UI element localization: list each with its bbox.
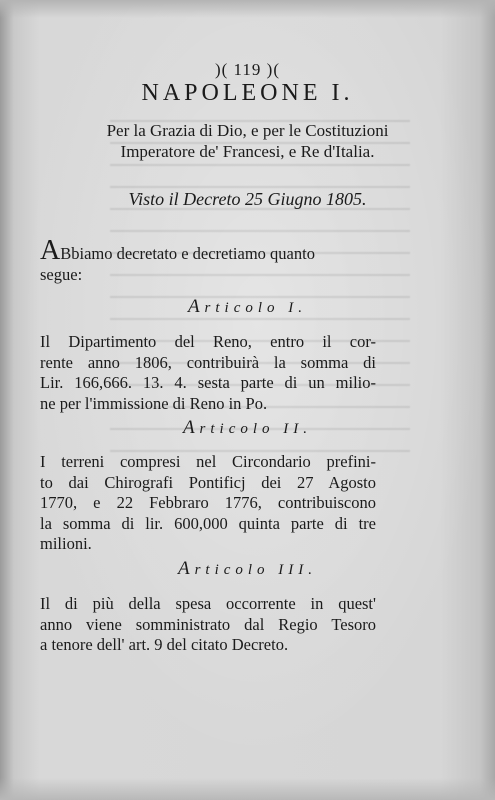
drop-cap: A [40, 235, 61, 266]
paragraph-line: anno viene somministrato dal Regio Tesoro [40, 614, 376, 634]
article-paragraph [40, 452, 376, 555]
article-heading-text: rticolo II. [199, 421, 313, 437]
article-heading [0, 296, 495, 318]
paragraph-line: rente anno 1806, contribuirà la somma di [40, 352, 376, 372]
paragraph-line: Il Dipartimento del Reno, entro il cor- [40, 332, 376, 351]
article-heading-initial: A [182, 417, 200, 438]
article-heading [0, 417, 495, 439]
intro-line: segue: [40, 265, 83, 284]
page-title: NAPOLEONE I. [141, 80, 354, 106]
paragraph-line: to dai Chirografi Pontificj dei 27 Agosto [40, 472, 376, 492]
intro-line: Bbiamo decretato e decretiamo quanto [60, 244, 315, 263]
article-heading-text: rticolo I. [204, 300, 308, 316]
paragraph-line: ne per l'immissione di Reno in Po. [40, 393, 268, 413]
intro-paragraph [40, 235, 380, 285]
subtitle-line: Imperatore de' Francesi, e Re d'Italia. [120, 142, 375, 161]
subtitle [0, 120, 495, 162]
page-edge-shadow-bottom [0, 778, 495, 800]
article-heading-initial: A [177, 558, 195, 579]
decree-reference: Visto il Decreto 25 Giugno 1805. [128, 189, 367, 209]
article-paragraph [40, 332, 376, 414]
article-paragraph [40, 594, 376, 656]
paragraph-line: I terreni compresi nel Circondario prefini- [40, 452, 376, 471]
paragraph-line: Il di più della spesa occorrente in quest' [40, 594, 376, 613]
subtitle-line: Per la Grazia di Dio, e per le Costituzioni [106, 121, 389, 140]
paragraph-line: la somma di lir. 600,000 quinta parte di tre [40, 513, 376, 533]
paragraph-line: a tenore dell' art. 9 del citato Decreto. [40, 635, 289, 654]
page-edge-shadow-top [0, 0, 495, 18]
article-heading [0, 558, 495, 580]
article-heading-text: rticolo III. [194, 562, 318, 578]
article-heading-initial: A [187, 296, 205, 317]
paragraph-line: milioni. [40, 534, 92, 553]
paragraph-line: 1770, e 22 Febbraro 1776, contribuiscono [40, 493, 376, 512]
paragraph-line: Lir. 166,666. 13. 4. sesta parte di un milio- [40, 373, 376, 392]
page-number: )( 119 )( [214, 60, 280, 79]
